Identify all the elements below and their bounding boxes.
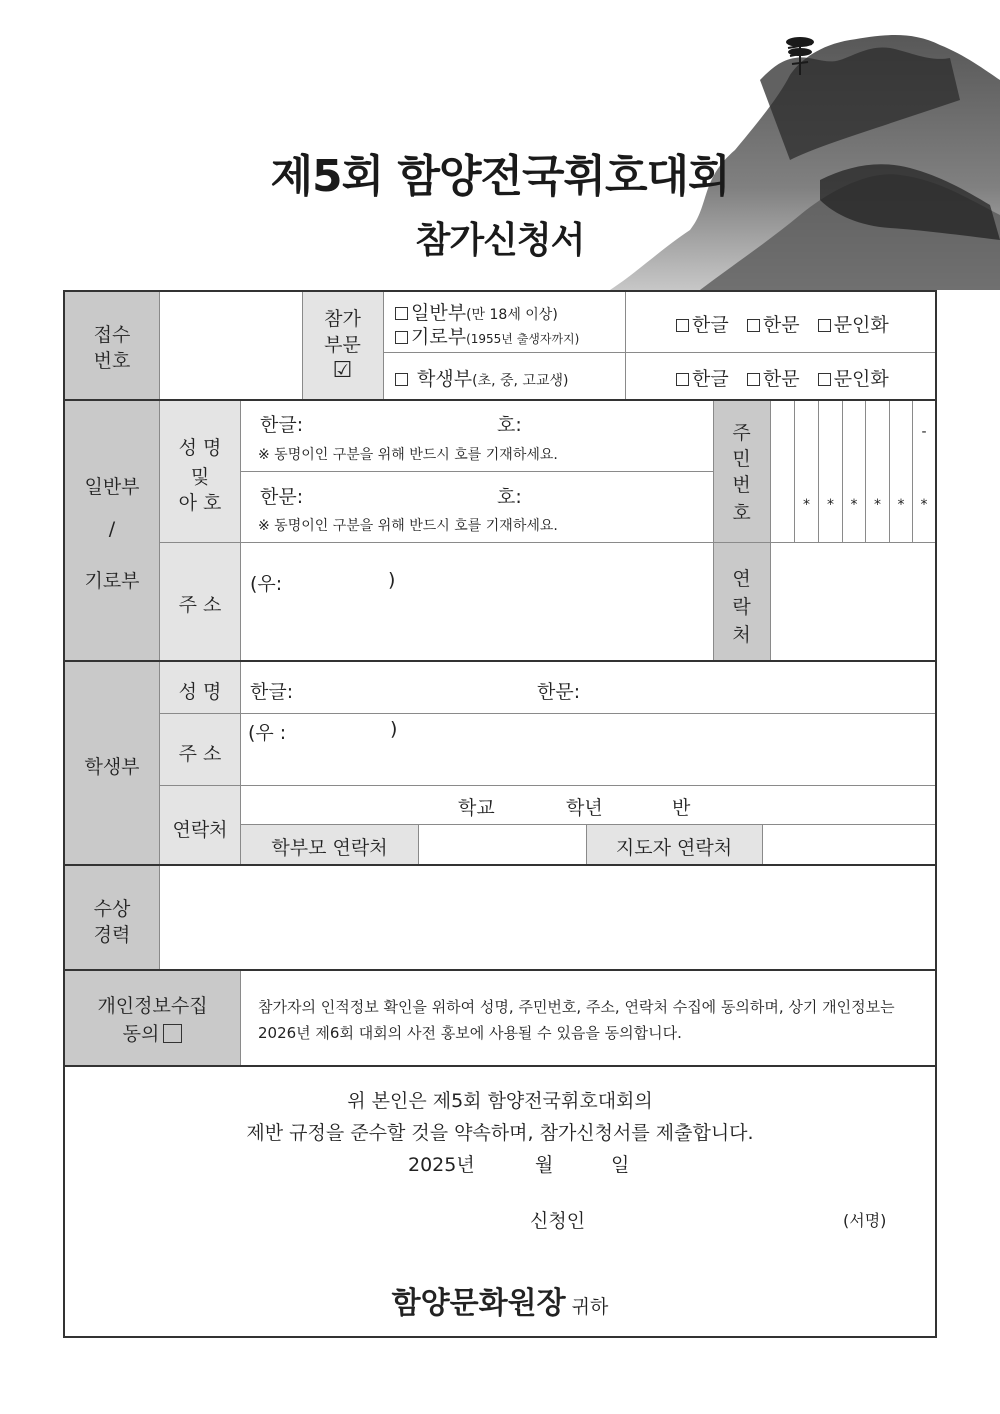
checkbox-icon[interactable]	[395, 373, 408, 386]
checkbox-icon[interactable]	[676, 373, 689, 386]
form-subtitle: 참가신청서	[415, 220, 585, 261]
category-label: 부문	[324, 334, 361, 356]
student-note: (초, 중, 고교생)	[472, 373, 569, 389]
divider	[383, 292, 384, 399]
student-address-label: 주 소	[178, 743, 222, 765]
recipient-honorific: 귀하	[571, 1296, 609, 1318]
id-number-label: 번	[732, 474, 751, 496]
korean-name-field[interactable]: 한글:	[260, 414, 304, 436]
checkbox-icon[interactable]	[747, 319, 760, 332]
signature-label: (서명)	[843, 1211, 887, 1230]
recipient-name: 함양문화원장	[391, 1286, 566, 1321]
teacher-contact-field[interactable]	[763, 825, 935, 864]
privacy-label-bg	[65, 971, 240, 1065]
id-number-field[interactable]	[771, 401, 935, 542]
privacy-consent-label: 동의	[122, 1023, 160, 1045]
divider	[63, 1065, 937, 1067]
checkbox-icon[interactable]	[747, 373, 760, 386]
option-literati: 문인화	[833, 314, 889, 336]
name-label: 및	[190, 466, 210, 488]
senior-note: (1955년 출생자까지)	[466, 332, 580, 346]
name-label: 성 명	[178, 437, 222, 459]
adult-section-label: /	[108, 518, 116, 540]
student-address-field[interactable]	[241, 714, 935, 785]
postcode-suffix: )	[388, 569, 396, 591]
postcode-prefix: (우:	[250, 573, 283, 595]
pledge-year: 2025년	[408, 1154, 475, 1176]
category-student-option[interactable]	[395, 364, 568, 391]
id-mask: *	[874, 497, 881, 513]
postcode-suffix: )	[390, 718, 398, 740]
id-dash: -	[921, 424, 927, 440]
checkbox-icon[interactable]	[818, 319, 831, 332]
category-senior-option[interactable]	[395, 322, 579, 349]
school-field[interactable]: 학교	[458, 797, 495, 819]
awards-label: 수상	[93, 898, 131, 920]
option-literati: 문인화	[833, 368, 889, 390]
option-hangul: 한글	[692, 314, 729, 336]
adult-style-options	[676, 310, 889, 337]
reception-number-field[interactable]	[160, 292, 302, 399]
student-contact-label: 연락처	[172, 819, 228, 841]
privacy-text: 참가자의 인적정보 확인을 위하여 성명, 주민번호, 주소, 연락처 수집에 동의하며, 상기 개인정보는	[258, 998, 895, 1016]
reception-label: 접수	[93, 324, 131, 346]
option-hanmun: 한문	[762, 314, 800, 336]
hanja-name-field[interactable]: 한문:	[260, 486, 304, 508]
parent-contact-field[interactable]	[419, 825, 586, 864]
id-mask: *	[827, 497, 834, 513]
divider	[240, 971, 241, 1065]
checkbox-icon[interactable]	[395, 307, 408, 320]
id-number-label: 호	[732, 502, 751, 524]
checkbox-icon[interactable]	[818, 373, 831, 386]
privacy-text: 2026년 제6회 대회의 사전 홍보에 사용될 수 있음을 동의합니다.	[258, 1024, 682, 1042]
student-hanja-name-field[interactable]: 한문:	[537, 681, 581, 703]
id-number-label: 주	[732, 422, 751, 444]
table-border-bottom	[63, 1336, 937, 1338]
student-style-options	[676, 364, 889, 391]
pledge-text: 제반 규정을 준수할 것을 약속하며, 참가신청서를 제출합니다.	[246, 1122, 754, 1144]
pledge-text: 위 본인은 제5회 함양전국휘호대회의	[347, 1090, 653, 1112]
student-name-label: 성 명	[178, 681, 222, 703]
adult-section-label: 기로부	[84, 570, 140, 592]
category-general-option[interactable]	[395, 298, 558, 325]
general-note: (만 18세 이상)	[466, 307, 558, 323]
table-border-right	[935, 290, 937, 1338]
divider	[383, 352, 935, 353]
parent-contact-label: 학부모 연락처	[271, 837, 388, 859]
privacy-consent	[65, 1019, 240, 1046]
category-label: 참가	[324, 308, 361, 330]
divider	[241, 471, 713, 472]
id-mask: *	[803, 497, 810, 513]
adult-section-label: 일반부	[84, 476, 140, 498]
awards-field[interactable]	[160, 866, 935, 969]
pledge-day: 일	[611, 1154, 630, 1176]
class-field[interactable]: 반	[672, 797, 691, 819]
postcode-prefix: (우 :	[248, 722, 287, 744]
pen-name-field[interactable]: 호:	[497, 414, 522, 436]
privacy-checkbox[interactable]	[163, 1024, 182, 1043]
option-hangul: 한글	[692, 368, 729, 390]
name-note: ※ 동명이인 구분을 위해 반드시 호를 기재하세요.	[258, 518, 558, 534]
recipient	[0, 1278, 1000, 1322]
option-hanmun: 한문	[762, 368, 800, 390]
form-title: 제5회 함양전국휘호대회	[270, 151, 730, 202]
name-note: ※ 동명이인 구분을 위해 반드시 호를 기재하세요.	[258, 447, 558, 463]
contact-label: 락	[732, 596, 751, 618]
reception-label: 번호	[93, 350, 131, 372]
pledge-month: 월	[535, 1154, 554, 1176]
checkbox-icon[interactable]	[676, 319, 689, 332]
student-korean-name-field[interactable]: 한글:	[250, 681, 294, 703]
student-label: 학생부	[417, 368, 473, 390]
pen-name-field[interactable]: 호:	[497, 486, 522, 508]
divider	[63, 660, 937, 662]
student-section-label: 학생부	[84, 756, 140, 778]
divider	[625, 292, 626, 399]
checkbox-icon[interactable]	[395, 331, 408, 344]
grade-field[interactable]: 학년	[566, 797, 603, 819]
senior-label: 기로부	[411, 326, 467, 348]
awards-label: 경력	[93, 924, 131, 946]
applicant-signature-field[interactable]	[600, 1196, 830, 1236]
check-mark-icon: ☑	[332, 358, 353, 383]
id-mask: *	[897, 497, 905, 513]
adult-address-field[interactable]	[241, 543, 713, 660]
id-mask: *	[920, 497, 928, 513]
table-border-left	[63, 290, 65, 1338]
general-label: 일반부	[411, 302, 467, 324]
privacy-label: 개인정보수집	[97, 995, 208, 1017]
id-number-label: 민	[732, 448, 751, 470]
address-label: 주 소	[178, 594, 222, 616]
teacher-contact-label: 지도자 연락처	[615, 837, 733, 859]
contact-label: 처	[732, 624, 751, 646]
applicant-label: 신청인	[530, 1210, 586, 1232]
divider	[63, 969, 937, 971]
contact-label: 연	[732, 568, 751, 590]
name-label: 아 호	[178, 492, 222, 514]
divider	[160, 785, 935, 786]
adult-contact-field[interactable]	[771, 543, 935, 660]
id-mask: *	[850, 497, 858, 513]
